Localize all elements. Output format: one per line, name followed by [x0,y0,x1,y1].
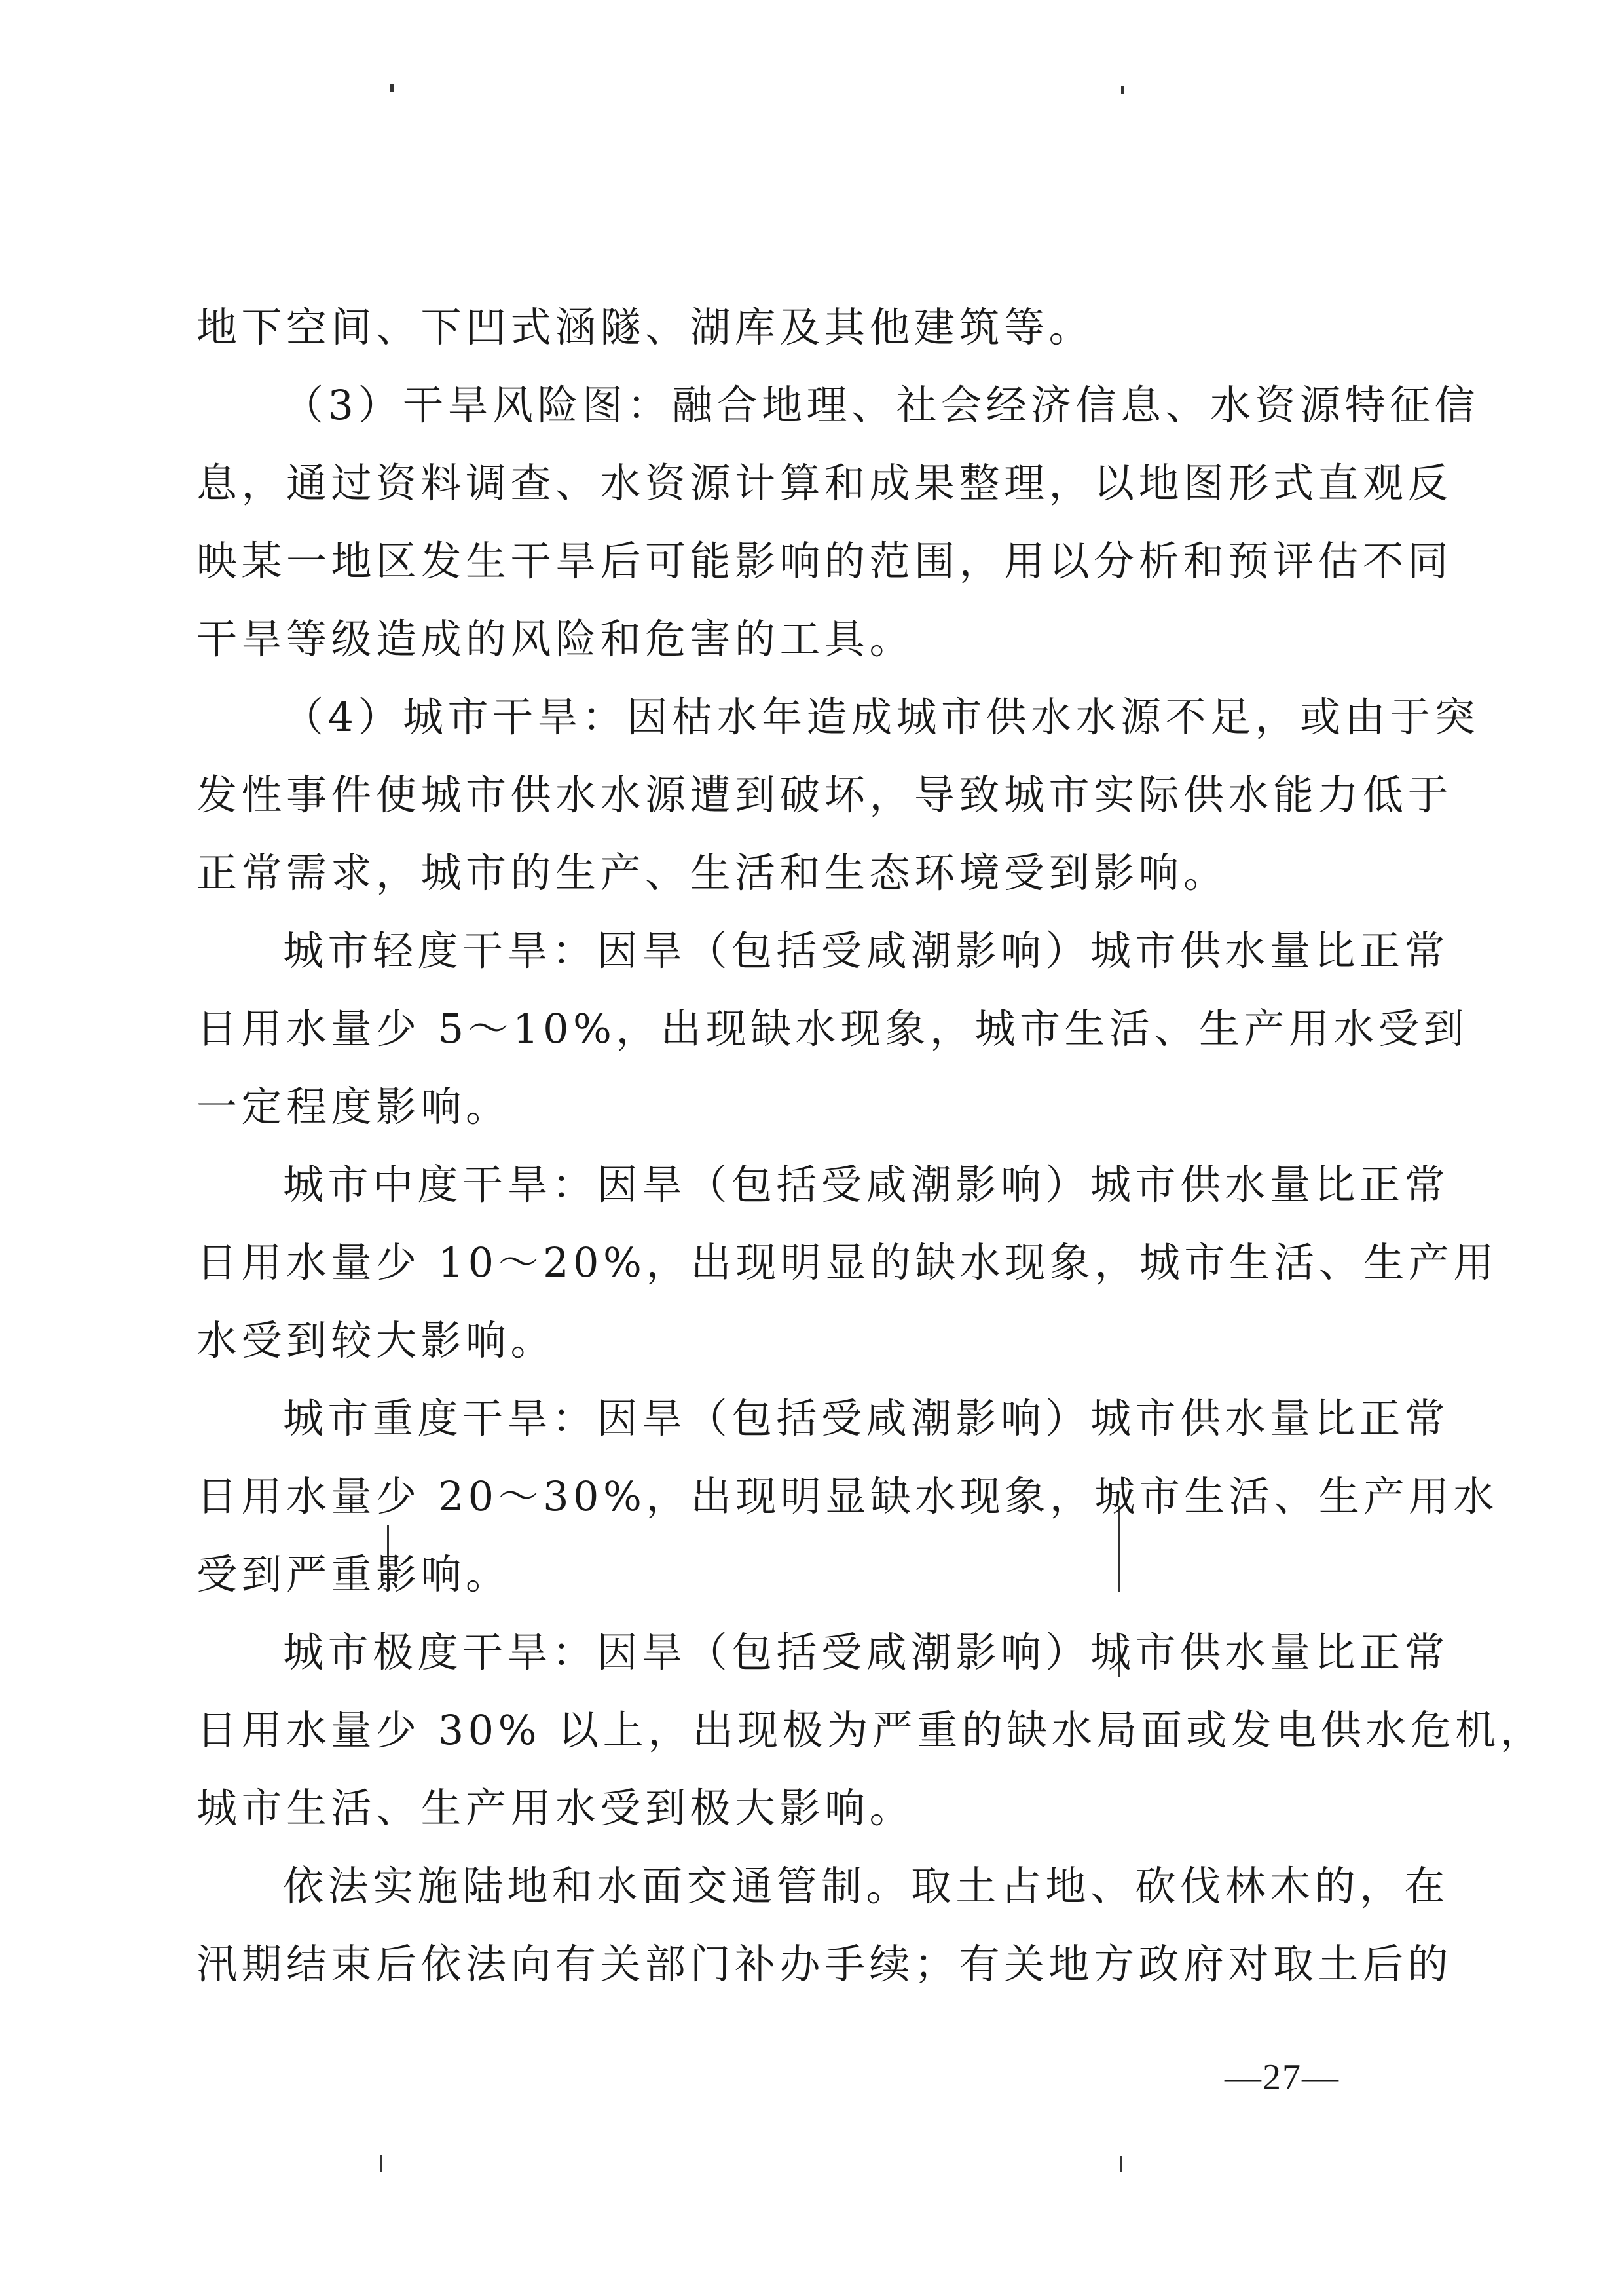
text-line: 干旱等级造成的风险和危害的工具。 [196,615,915,663]
text-line: 日用水量少 20～30%，出现明显缺水现象，城市生活、生产用水 [196,1472,1498,1520]
text-line: 日用水量少 5～10%，出现缺水现象，城市生活、生产用水受到 [196,1005,1468,1053]
binding-hole-mark [380,2155,382,2172]
text-line: 受到严重影响。 [196,1550,511,1598]
text-line: 水受到较大影响。 [196,1316,556,1364]
text-line: （3）干旱风险图：融合地理、社会经济信息、水资源特征信 [283,381,1479,429]
text-line: （4）城市干旱：因枯水年造成城市供水水源不足，或由于突 [283,693,1479,741]
page-number: —27— [1225,2057,1340,2098]
binding-hole-mark [390,84,394,92]
binding-hole-mark [1120,2156,1122,2172]
text-line: 发性事件使城市供水水源遭到破坏，导致城市实际供水能力低于 [196,771,1453,819]
text-line: 城市轻度干旱：因旱（包括受咸潮影响）城市供水量比正常 [283,927,1450,975]
text-line: 城市重度干旱：因旱（包括受咸潮影响）城市供水量比正常 [283,1394,1450,1442]
text-line: 日用水量少 10～20%，出现明显的缺水现象，城市生活、生产用 [196,1239,1498,1286]
text-line: 映某一地区发生干旱后可能影响的范围，用以分析和预评估不同 [196,537,1453,585]
body-text [196,288,1545,2003]
binding-hole-mark [1121,86,1124,94]
text-line: 息，通过资料调查、水资源计算和成果整理，以地图形式直观反 [196,459,1453,507]
text-line: 地下空间、下凹式涵隧、湖库及其他建筑等。 [196,303,1094,351]
text-line: 汛期结束后依法向有关部门补办手续；有关地方政府对取土后的 [196,1940,1453,1988]
text-line: 依法实施陆地和水面交通管制。取土占地、砍伐林木的，在 [283,1862,1450,1910]
text-line: 城市极度干旱：因旱（包括受咸潮影响）城市供水量比正常 [283,1628,1450,1676]
text-line: 城市生活、生产用水受到极大影响。 [196,1784,915,1832]
text-line: 正常需求，城市的生产、生活和生态环境受到影响。 [196,849,1228,897]
text-line: 日用水量少 30% 以上，出现极为严重的缺水局面或发电供水危机， [196,1706,1545,1754]
text-line: 城市中度干旱：因旱（包括受咸潮影响）城市供水量比正常 [283,1161,1450,1208]
text-line: 一定程度影响。 [196,1083,511,1130]
